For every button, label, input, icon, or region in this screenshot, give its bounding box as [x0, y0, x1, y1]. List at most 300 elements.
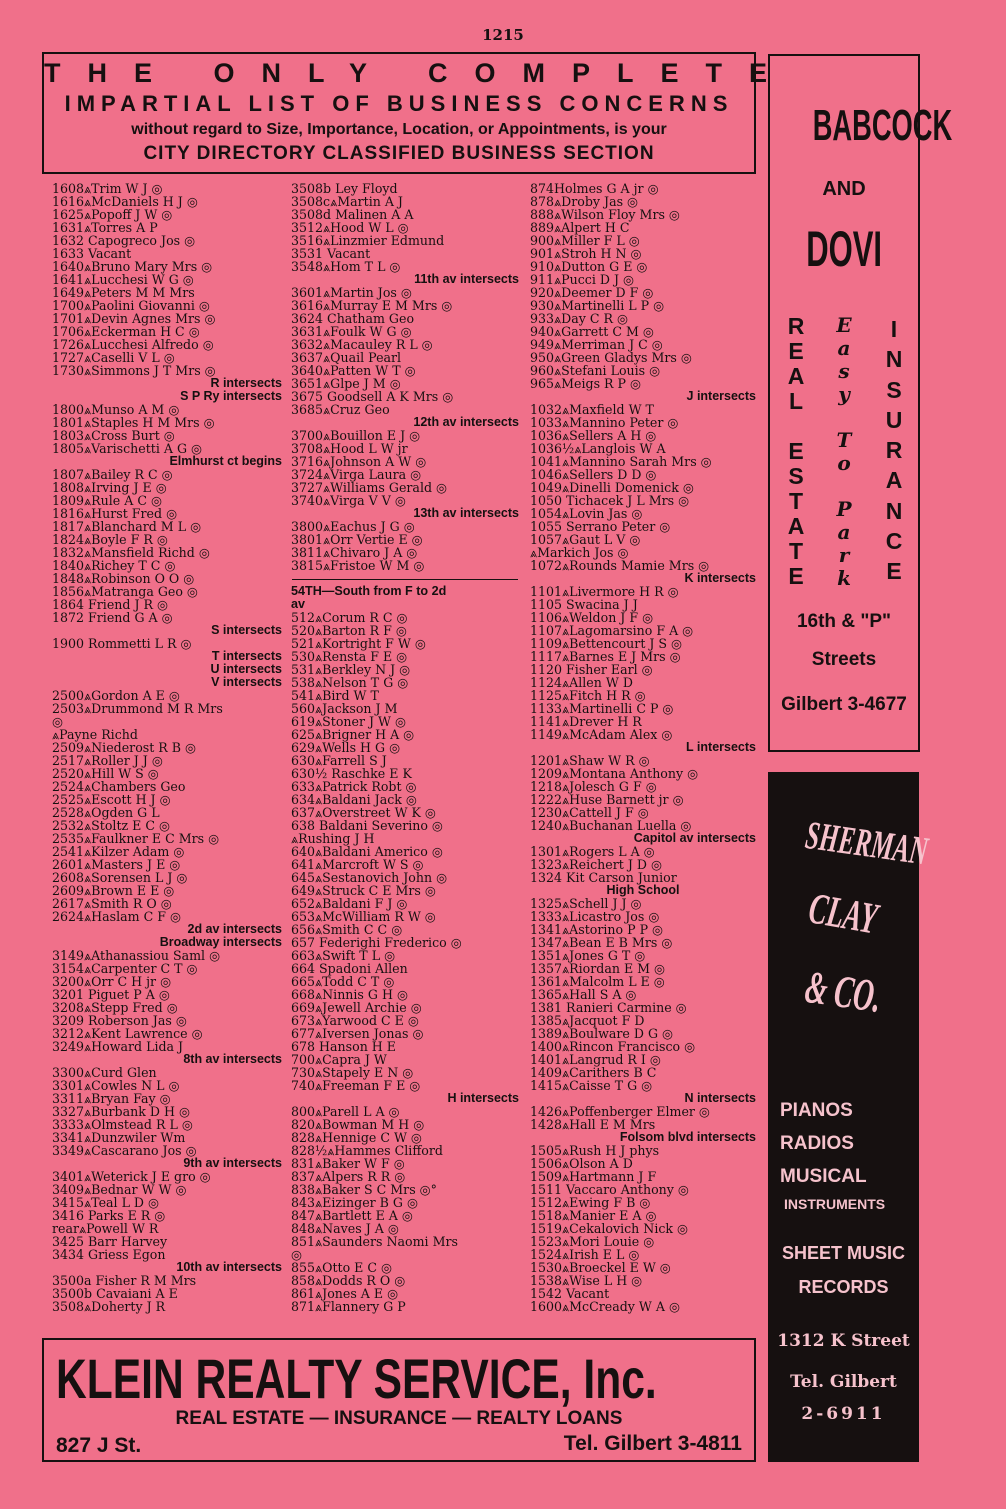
directory-entry: 1341⩓Astorino P P ◎: [530, 922, 664, 937]
directory-entry: 1101⩓Livermore H R ◎: [530, 584, 679, 599]
directory-entry: 1033⩓Mannino Peter ◎: [530, 415, 679, 430]
directory-entry: 1149⩓McAdam Alex ◎: [530, 727, 673, 742]
item-musical: MUSICAL: [780, 1166, 867, 1187]
directory-entry: 3508b Ley Floyd: [291, 181, 398, 196]
directory-entry: 3415⩓Teal L D ◎: [52, 1195, 160, 1210]
directory-entry: 3548⩓Hom T L ◎: [291, 259, 401, 274]
directory-entry: 930⩓Martinelli L P ◎: [530, 298, 665, 313]
directory-entry: 1505⩓Rush H J phys: [530, 1143, 660, 1158]
directory-entry: 1032⩓Maxfield W T: [530, 402, 654, 417]
directory-column-3: [530, 182, 756, 1313]
directory-entry: 1824⩓Boyle F R ◎: [52, 532, 168, 547]
directory-entry: 2509⩓Niederost R B ◎: [52, 740, 197, 755]
directory-entry: 2524⩓Chambers Geo: [52, 779, 186, 794]
directory-entry: 638 Baldani Severino ◎: [291, 818, 443, 833]
vertical-letter: A: [885, 467, 903, 494]
directory-entry: 1800⩓Munso A M ◎: [52, 402, 180, 417]
vertical-letter: U: [885, 406, 903, 433]
directory-entry: 1072⩓Rounds Mamie Mrs ◎: [530, 558, 710, 573]
vertical-letter: T: [788, 488, 804, 514]
vertical-letter: a: [837, 336, 851, 360]
vertical-letter: P: [836, 497, 852, 521]
directory-entry: 1324 Kit Carson Junior: [530, 870, 677, 885]
directory-entry: 1426⩓Poffenberger Elmer ◎: [530, 1104, 710, 1119]
vertical-letter: N: [885, 346, 903, 373]
directory-entry: 3409⩓Bednar W W ◎: [52, 1182, 187, 1197]
vertical-letter: S: [886, 376, 902, 403]
directory-entry: 1415⩓Caisse T G ◎: [530, 1078, 653, 1093]
directory-entry: 1509⩓Hartmann J F: [530, 1169, 657, 1184]
directory-entry: 645⩓Sestanovich John ◎: [291, 870, 448, 885]
street-section-heading: av: [291, 597, 306, 611]
logo-sherman: SHERMAN: [802, 811, 931, 874]
directory-entry: 3700⩓Bouillon E J ◎: [291, 428, 421, 443]
directory-entry: 3341⩓Dunzwiler Wm: [52, 1130, 186, 1145]
directory-entry: 3651⩓Glpe J M ◎: [291, 376, 401, 391]
vertical-letter: E: [788, 563, 804, 589]
directory-entry: 2609⩓Brown E E ◎: [52, 883, 175, 898]
directory-entry: 2503⩓Drummond M R Mrs: [52, 701, 223, 716]
directory-entry: 889⩓Alpert H C: [530, 220, 630, 235]
directory-column-2: [291, 182, 519, 1313]
directory-entry: 3727⩓Williams Gerald ◎: [291, 480, 448, 495]
street-intersect-header: 11th av intersects: [414, 272, 519, 286]
street-intersect-header: Capitol av intersects: [633, 831, 756, 845]
directory-entry: 634⩓Baldani Jack ◎: [291, 792, 417, 807]
directory-entry: 911⩓Pucci D J ◎: [530, 272, 635, 287]
directory-entry: 1323⩓Reichert J D ◎: [530, 857, 662, 872]
directory-entry: 3500a Fisher R M Mrs: [52, 1273, 197, 1288]
directory-entry: 3632⩓Macauley R L ◎: [291, 337, 433, 352]
babcock-dovi-ad: [768, 54, 953, 752]
street-section-heading: 54TH—South from F to 2d: [291, 584, 447, 598]
banner-line-1: THE ONLY COMPLETE: [44, 58, 795, 88]
directory-entry: 1333⩓Licastro Jos ◎: [530, 909, 660, 924]
directory-entry: 665⩓Todd C T ◎: [291, 974, 395, 989]
directory-entry: 855⩓Otto E C ◎: [291, 1260, 392, 1275]
sherman-clay-ad: [768, 772, 931, 1462]
directory-entry: 678 Hanson H E: [291, 1039, 396, 1054]
directory-entry: 851⩓Saunders Naomi Mrs: [291, 1234, 458, 1249]
directory-entry: 730⩓Stapely E N ◎: [291, 1065, 414, 1080]
directory-entry: 669⩓Jewell Archie ◎: [291, 1000, 422, 1015]
directory-entry: 673⩓Yarwood C E ◎: [291, 1013, 419, 1028]
directory-entry: 3640⩓Patten W T ◎: [291, 363, 416, 378]
directory-entry: 1538⩓Wise L H ◎: [530, 1273, 643, 1288]
directory-entry: 1856⩓Matranga Geo ◎: [52, 584, 198, 599]
vertical-letter: r: [838, 543, 850, 567]
vertical-letter: S: [788, 463, 804, 489]
directory-entry: 861⩓Jones A E ◎: [291, 1286, 399, 1301]
item-instruments: INSTRUMENTS: [784, 1196, 886, 1212]
vertical-letter: E: [788, 338, 804, 364]
directory-entry: 1809⩓Rule A C ◎: [52, 493, 162, 508]
directory-entry: 940⩓Garrett C M ◎: [530, 324, 654, 339]
street-intersect-header: 8th av intersects: [183, 1052, 282, 1066]
easy-to-park-vertical: [832, 314, 856, 590]
directory-entry: 1832⩓Mansfield Richd ◎: [52, 545, 210, 560]
directory-entry: 1817⩓Blanchard M L ◎: [52, 519, 202, 534]
babcock-and: AND: [822, 178, 866, 200]
directory-entry: 3708⩓Hood L W jr: [291, 441, 408, 456]
directory-entry: 1523⩓Mori Louie ◎: [530, 1234, 655, 1249]
directory-entry: 1054⩓Lovin Jas ◎: [530, 506, 643, 521]
street-intersect-header: R intersects: [210, 376, 282, 390]
vertical-letter: o: [837, 451, 851, 475]
directory-entry: 831⩓Baker W F ◎: [291, 1156, 405, 1171]
directory-entry: 1900 Rommetti L R ◎: [52, 636, 192, 651]
vertical-letter: R: [787, 313, 805, 339]
directory-entry: 1803⩓Cross Burt ◎: [52, 428, 175, 443]
directory-entry: 2532⩓Stoltz E C ◎: [52, 818, 170, 833]
directory-entry: 653⩓McWilliam R W ◎: [291, 909, 436, 924]
directory-entry: 1872 Friend G A ◎: [52, 610, 173, 625]
directory-entry: 656⩓Smith C C ◎: [291, 922, 403, 937]
directory-entry: 1706⩓Eckerman H C ◎: [52, 324, 200, 339]
directory-entry: ⩓Markich Jos ◎: [530, 545, 629, 560]
street-intersect-header: 12th av intersects: [413, 415, 519, 429]
directory-entry: 1649⩓Peters M M Mrs: [52, 285, 195, 300]
directory-entry: 2520⩓Hill W S ◎: [52, 766, 159, 781]
directory-entry: 1700⩓Paolini Giovanni ◎: [52, 298, 210, 313]
klein-realty-ad: [42, 1338, 756, 1462]
vertical-letter: [832, 475, 856, 498]
directory-entry: 1512⩓Ewing F B ◎: [530, 1195, 651, 1210]
directory-entry: 1807⩓Bailey R C ◎: [52, 467, 173, 482]
vertical-letter: [784, 414, 808, 439]
dovi-name: DOVI: [806, 221, 882, 277]
directory-entry: 3685⩓Cruz Geo: [291, 402, 390, 417]
directory-entry: 1365⩓Hall S A ◎: [530, 987, 637, 1002]
directory-entry: 920⩓Deemer D F ◎: [530, 285, 654, 300]
directory-entry: 3208⩓Stepp Fred ◎: [52, 1000, 178, 1015]
directory-entry: 828⩓Hennige C W ◎: [291, 1130, 422, 1145]
directory-entry: 874Holmes G A jr ◎: [530, 181, 659, 196]
directory-entry: 1726⩓Lucchesi Alfredo ◎: [52, 337, 214, 352]
directory-entry: 3508⩓Doherty J R: [52, 1299, 166, 1314]
directory-entry: 1608⩓Trim W J ◎: [52, 181, 163, 196]
directory-entry: 3249⩓Howard Lida J: [52, 1039, 184, 1054]
directory-entry: 1357⩓Riordan E M ◎: [530, 961, 666, 976]
directory-entry: 3434 Griess Egon: [52, 1247, 166, 1262]
directory-entry: 1616⩓McDaniels H J ◎: [52, 194, 198, 209]
directory-entry: 1401⩓Langrud R I ◎: [530, 1052, 661, 1067]
directory-entry: 3815⩓Fristoe W M ◎: [291, 558, 425, 573]
street-intersect-header: Folsom blvd intersects: [619, 1130, 756, 1144]
vertical-letter: N: [885, 497, 903, 524]
directory-entry: 1109⩓Bettencourt J S ◎: [530, 636, 683, 651]
logo-clay: CLAY: [805, 883, 882, 944]
directory-entry: 1701⩓Devin Agnes Mrs ◎: [52, 311, 216, 326]
item-radios: RADIOS: [780, 1133, 854, 1154]
directory-entry: 1727⩓Caselli V L ◎: [52, 350, 175, 365]
babcock-address-2: Streets: [811, 649, 877, 670]
directory-entry-continuation: High School: [606, 883, 680, 897]
vertical-letter: T: [788, 538, 804, 564]
street-intersect-header: N intersects: [684, 1091, 756, 1105]
directory-entry: 668⩓Ninnis G H ◎: [291, 987, 408, 1002]
klein-name: KLEIN REALTY SERVICE, Inc.: [56, 1347, 657, 1410]
street-intersect-header: L intersects: [686, 740, 756, 754]
directory-entry: 3724⩓Virga Laura ◎: [291, 467, 422, 482]
directory-entry: 1840⩓Richey T C ◎: [52, 558, 176, 573]
directory-entry: 1347⩓Bean E B Mrs ◎: [530, 935, 673, 950]
directory-entry: 1625⩓Popoff J W ◎: [52, 207, 173, 222]
directory-entry: ⩓Rushing J H: [291, 831, 375, 846]
vertical-letter: a: [837, 520, 851, 544]
babcock-name: BABCOCK: [812, 101, 953, 150]
directory-entry: 1351⩓Jones G T ◎: [530, 948, 646, 963]
directory-entry: 878⩓Droby Jas ◎: [530, 194, 639, 209]
directory-entry: 1230⩓Cattell J F ◎: [530, 805, 649, 820]
directory-entry: 1409⩓Carithers B C: [530, 1065, 657, 1080]
directory-entry: 641⩓Marcroft W S ◎: [291, 857, 424, 872]
directory-entry: 3401⩓Weterick J E gro ◎: [52, 1169, 211, 1184]
directory-entry: 888⩓Wilson Floy Mrs ◎: [530, 207, 680, 222]
directory-entry: 3349⩓Cascarano Jos ◎: [52, 1143, 197, 1158]
vertical-letter: E: [836, 313, 852, 337]
directory-entry: rear⩓Powell W R: [52, 1221, 159, 1236]
directory-entry: 664 Spadoni Allen: [291, 961, 408, 976]
vertical-letter: s: [838, 359, 850, 383]
directory-entry: 1530⩓Broeckel E W ◎: [530, 1260, 671, 1275]
directory-entry: 1106⩓Weldon J F ◎: [530, 610, 654, 625]
directory-entry: 512⩓Corum R C ◎: [291, 610, 408, 625]
directory-entry: 633⩓Patrick Robt ◎: [291, 779, 417, 794]
directory-entry: 2535⩓Faulkner E C Mrs ◎: [52, 831, 220, 846]
sherman-clay-logo: [768, 811, 931, 1023]
directory-entry: 871⩓Flannery G P: [291, 1299, 406, 1314]
directory-entry: ⩓Payne Richd: [52, 727, 138, 742]
vertical-letter: T: [836, 428, 852, 452]
directory-entry: 1600⩓McCready W A ◎: [530, 1299, 680, 1314]
directory-entry: 1325⩓Schell J J ◎: [530, 896, 642, 911]
street-intersect-header: K intersects: [684, 571, 756, 585]
directory-entry: 1511 Vaccaro Anthony ◎: [530, 1182, 689, 1197]
directory-entry: 1055 Serrano Peter ◎: [530, 519, 671, 534]
vertical-letter: C: [885, 528, 903, 555]
directory-entry: 3425 Barr Harvey: [52, 1234, 168, 1249]
directory-entry: 1730⩓Simmons J T Mrs ◎: [52, 363, 216, 378]
directory-entry: 3209 Roberson Jas ◎: [52, 1013, 187, 1028]
directory-entry: 629⩓Wells H G ◎: [291, 740, 401, 755]
directory-entry: 677⩓Iversen Jonas ◎: [291, 1026, 424, 1041]
directory-entry: 828½⩓Hammes Clifford: [291, 1143, 443, 1158]
directory-entry: 3716⩓Johnson A W ◎: [291, 454, 427, 469]
directory-entry: 3512⩓Hood W L ◎: [291, 220, 409, 235]
directory-entry: 1141⩓Drever H R: [530, 714, 642, 729]
sherman-address: 1312 K Street: [777, 1331, 910, 1351]
directory-entry: 2608⩓Sorensen L J ◎: [52, 870, 188, 885]
street-intersect-header: 2d av intersects: [187, 922, 282, 936]
item-sheet-music: SHEET MUSIC: [781, 1243, 905, 1263]
directory-entry: 2601⩓Masters J E ◎: [52, 857, 181, 872]
vertical-letter: E: [886, 558, 902, 585]
directory-entry: 965⩓Meigs R P ◎: [530, 376, 641, 391]
vertical-letter: k: [837, 566, 851, 590]
directory-entry: 1240⩓Buchanan Luella ◎: [530, 818, 692, 833]
directory-entry: 3531 Vacant: [291, 246, 371, 261]
street-intersect-header: 13th av intersects: [413, 506, 519, 520]
directory-entry: 1046⩓Sellers D D ◎: [530, 467, 657, 482]
directory-entry: 3675 Goodsell A K Mrs ◎: [291, 389, 454, 404]
vertical-letter: R: [885, 437, 903, 464]
directory-entry: 901⩓Stroh H N ◎: [530, 246, 642, 261]
directory-entry: 2517⩓Roller J J ◎: [52, 753, 163, 768]
banner-line-3: without regard to Size, Importance, Location, or Appointments, is your: [131, 121, 667, 138]
directory-entry: 1050 Tichacek J L Mrs ◎: [530, 493, 690, 508]
sherman-tel-label: Tel. Gilbert: [790, 1372, 897, 1392]
directory-entry: 1542 Vacant: [530, 1286, 610, 1301]
directory-entry: 3500b Cavaiani A E: [52, 1286, 178, 1301]
directory-entry: 3740⩓Virga V V ◎: [291, 493, 406, 508]
directory-entry: 1381 Ranieri Carmine ◎: [530, 1000, 687, 1015]
directory-entry: ◎: [291, 1247, 302, 1262]
directory-entry: 1133⩓Martinelli C P ◎: [530, 701, 674, 716]
banner-line-2: IMPARTIAL LIST OF BUSINESS CONCERNS: [64, 91, 734, 116]
directory-entry: 3154⩓Carpenter C T ◎: [52, 961, 198, 976]
directory-entry: 649⩓Struck C E Mrs ◎: [291, 883, 436, 898]
directory-entry: 3508d Malinen A A: [291, 207, 414, 222]
directory-entry: 1632 Capogreco Jos ◎: [52, 233, 196, 248]
directory-entry: 1120 Fisher Earl ◎: [530, 662, 653, 677]
directory-entry: 640⩓Baldani Americo ◎: [291, 844, 443, 859]
directory-entry: 1848⩓Robinson O O ◎: [52, 571, 195, 586]
directory-entry: 1640⩓Bruno Mary Mrs ◎: [52, 259, 213, 274]
directory-entry: 1524⩓Irish E L ◎: [530, 1247, 640, 1262]
directory-entry: 541⩓Bird W T: [291, 688, 379, 703]
directory-entry: 1801⩓Staples H M Mrs ◎: [52, 415, 215, 430]
street-intersect-header: H intersects: [447, 1091, 519, 1105]
top-banner-ad: [42, 52, 795, 174]
directory-entry: 1631⩓Torres A P: [52, 220, 158, 235]
vertical-letter: I: [890, 316, 898, 342]
vertical-letter: A: [787, 513, 805, 539]
directory-entry: 1301⩓Rogers L A ◎: [530, 844, 655, 859]
vertical-letter: E: [788, 438, 804, 464]
directory-entry: 1506⩓Olson A D: [530, 1156, 633, 1171]
street-intersect-header: 10th av intersects: [176, 1260, 282, 1274]
directory-entry: 1808⩓Irving J E ◎: [52, 480, 167, 495]
directory-entry: 2541⩓Kilzer Adam ◎: [52, 844, 185, 859]
directory-entry: 740⩓Freeman F E ◎: [291, 1078, 421, 1093]
directory-entry: 1518⩓Manier E A ◎: [530, 1208, 657, 1223]
directory-entry: 657 Federighi Frederico ◎: [291, 935, 462, 950]
directory-entry: 2500⩓Gordon A E ◎: [52, 688, 180, 703]
directory-entry: 3516⩓Linzmier Edmund: [291, 233, 445, 248]
directory-entry: 1641⩓Lucchesi W G ◎: [52, 272, 194, 287]
directory-entry: 838⩓Baker S C Mrs ◎°: [291, 1182, 437, 1197]
item-records: RECORDS: [798, 1277, 889, 1297]
directory-entry: 3416 Parks E R ◎: [52, 1208, 166, 1223]
directory-entry: 1633 Vacant: [52, 246, 132, 261]
klein-address: 827 J St.: [56, 1434, 142, 1457]
directory-entry: 1361⩓Malcolm L E ◎: [530, 974, 665, 989]
directory-entry: 1209⩓Montana Anthony ◎: [530, 766, 699, 781]
directory-entry: 3631⩓Foulk W G ◎: [291, 324, 412, 339]
directory-entry: 1222⩓Huse Barnett jr ◎: [530, 792, 684, 807]
page-number: 1215: [482, 26, 524, 44]
directory-entry: 637⩓Overstreet W K ◎: [291, 805, 436, 820]
directory-column-1: [52, 182, 282, 1313]
directory-entry: 2528⩓Ogden G L: [52, 805, 160, 820]
directory-entry: 625⩓Brigner H A ◎: [291, 727, 415, 742]
street-intersect-header: U intersects: [210, 662, 282, 676]
directory-entry: 848⩓Naves J A ◎: [291, 1221, 399, 1236]
directory-entry: 3601⩓Martin Jos ◎: [291, 285, 412, 300]
street-intersect-header: J intersects: [686, 389, 756, 403]
directory-entry: 521⩓Kortright F W ◎: [291, 636, 426, 651]
directory-entry: 1124⩓Allen W D: [530, 675, 633, 690]
directory-entry: 3200⩓Orr C H jr ◎: [52, 974, 172, 989]
directory-entry: 900⩓Miller F L ◎: [530, 233, 640, 248]
vertical-letter: y: [838, 382, 850, 406]
directory-entry: 949⩓Merriman J C ◎: [530, 337, 663, 352]
directory-entry: 1428⩓Hall E M Mrs: [530, 1117, 656, 1132]
klein-services: REAL ESTATE — INSURANCE — REALTY LOANS: [175, 1408, 623, 1429]
directory-entry: 800⩓Parell L A ◎: [291, 1104, 400, 1119]
directory-entry: 1057⩓Gaut L V ◎: [530, 532, 641, 547]
directory-entry: 1816⩓Hurst Fred ◎: [52, 506, 178, 521]
directory-entry: 3311⩓Bryan Fay ◎: [52, 1091, 171, 1106]
directory-entry: 630½ Raschke E K: [291, 766, 412, 781]
directory-entry: 3327⩓Burbank D H ◎: [52, 1104, 190, 1119]
directory-entry: 858⩓Dodds R O ◎: [291, 1273, 406, 1288]
directory-entry: 520⩓Barton R F ◎: [291, 623, 407, 638]
directory-entry: 3301⩓Cowles N L ◎: [52, 1078, 180, 1093]
directory-entry: 3811⩓Chivaro J A ◎: [291, 545, 418, 560]
directory-entry: 3624 Chatham Geo: [291, 311, 415, 326]
directory-entry: 847⩓Bartlett E A ◎: [291, 1208, 413, 1223]
insurance-vertical: [882, 314, 906, 587]
vertical-letter: L: [788, 388, 804, 414]
directory-entry: 933⩓Day C R ◎: [530, 311, 628, 326]
directory-entry: 1805⩓Varischetti A G ◎: [52, 441, 203, 456]
directory-entry: 630⩓Farrell S J: [291, 753, 387, 768]
directory-entry: 3800⩓Eachus J G ◎: [291, 519, 415, 534]
directory-entry: ◎: [52, 714, 63, 729]
klein-phone: Tel. Gilbert 3-4811: [563, 1432, 742, 1455]
real-estate-vertical: [784, 314, 808, 589]
directory-entry: 3616⩓Murray E M Mrs ◎: [291, 298, 453, 313]
directory-entry: 1201⩓Shaw W R ◎: [530, 753, 650, 768]
directory-entry: 1041⩓Mannino Sarah Mrs ◎: [530, 454, 712, 469]
directory-entry: 3637⩓Quail Pearl: [291, 350, 402, 365]
directory-entry: 960⩓Stefani Louis ◎: [530, 363, 661, 378]
directory-entry: 560⩓Jackson J M: [291, 701, 398, 716]
babcock-phone: Gilbert 3-4677: [781, 694, 907, 715]
directory-entry: 1105 Swacina J J: [530, 597, 638, 612]
section-divider: [292, 579, 518, 580]
directory-entry: 700⩓Capra J W: [291, 1052, 387, 1067]
street-intersect-header: 9th av intersects: [183, 1156, 282, 1170]
babcock-address: 16th & "P": [796, 611, 892, 632]
directory-entry: 1036⩓Sellers A H ◎: [530, 428, 657, 443]
street-intersect-header: Broadway intersects: [159, 935, 282, 949]
directory-entry: 3333⩓Olmstead R L ◎: [52, 1117, 193, 1132]
directory-entry: 2617⩓Smith R O ◎: [52, 896, 172, 911]
street-intersect-header: T intersects: [211, 649, 282, 663]
directory-entry: 3801⩓Orr Vertie E ◎: [291, 532, 423, 547]
directory-entry: 3149⩓Athanassiou Saml ◎: [52, 948, 221, 963]
directory-entry: 3508c⩓Martin A J: [291, 194, 403, 209]
directory-entry: 1107⩓Lagomarsino F A ◎: [530, 623, 694, 638]
directory-entry: 652⩓Baldani F J ◎: [291, 896, 408, 911]
street-intersect-header: V intersects: [211, 675, 282, 689]
directory-entry: 2624⩓Haslam C F ◎: [52, 909, 181, 924]
directory-entry: 837⩓Alpers R R ◎: [291, 1169, 406, 1184]
street-intersect-header: S intersects: [211, 623, 282, 637]
